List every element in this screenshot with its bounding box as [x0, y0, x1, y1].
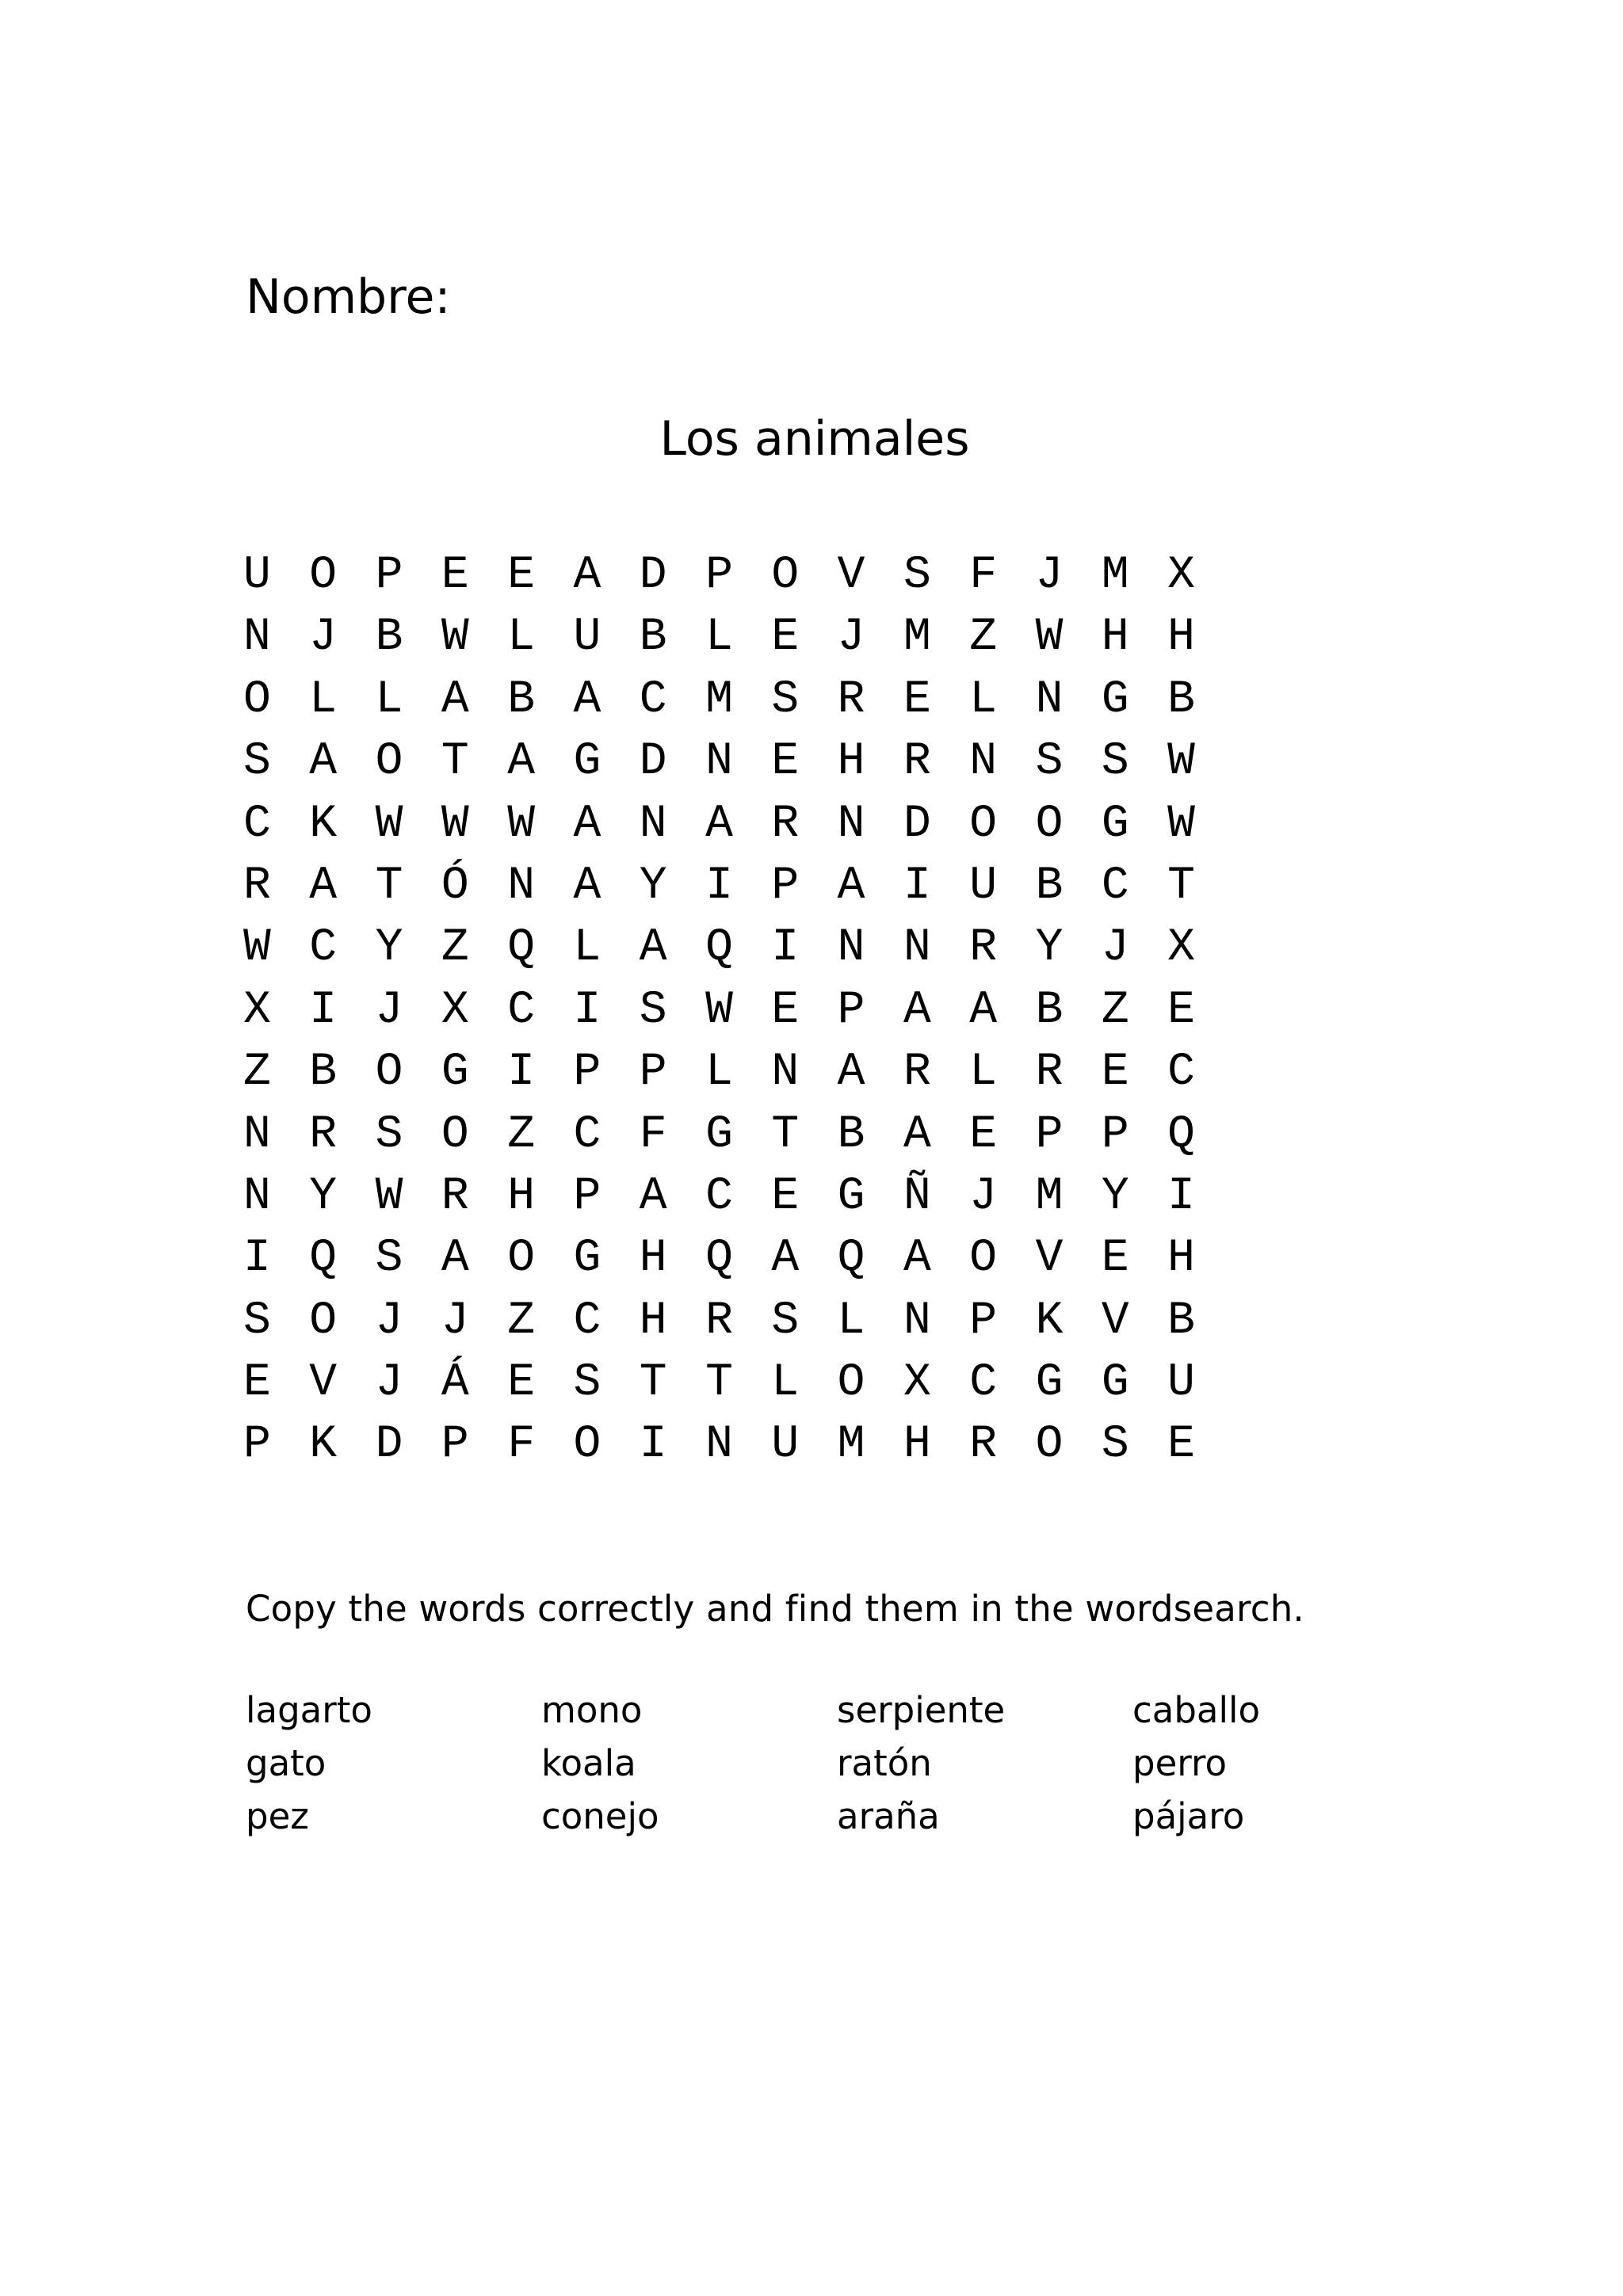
grid-letter: Y — [375, 922, 403, 974]
word-list-item: koala — [541, 1742, 636, 1784]
grid-letter: Q — [309, 1233, 338, 1285]
grid-letter: E — [507, 550, 535, 601]
grid-letter: S — [375, 1108, 403, 1161]
grid-letter: E — [771, 1170, 800, 1222]
grid-letter: I — [903, 860, 931, 912]
grid-letter: G — [573, 736, 601, 788]
grid-letter: S — [1101, 1419, 1129, 1471]
grid-letter: U — [969, 860, 998, 912]
grid-letter: J — [309, 612, 338, 664]
grid-letter: W — [375, 1170, 403, 1222]
grid-letter: E — [771, 612, 800, 664]
grid-letter: Z — [1101, 984, 1129, 1036]
grid-letter: U — [771, 1419, 800, 1471]
grid-letter: S — [573, 1357, 601, 1409]
grid-letter: X — [1167, 550, 1195, 601]
grid-letter: C — [1167, 1047, 1195, 1099]
grid-letter: M — [1101, 550, 1129, 601]
grid-letter: T — [771, 1108, 800, 1161]
grid-letter: I — [507, 1047, 535, 1099]
grid-letter: P — [837, 984, 865, 1036]
grid-letter: K — [309, 798, 338, 850]
grid-letter: E — [969, 1108, 998, 1161]
grid-letter: O — [969, 798, 998, 850]
wordsearch-grid — [243, 545, 1233, 1477]
grid-letter: D — [903, 798, 931, 850]
grid-letter: P — [375, 550, 403, 601]
grid-letter: T — [1167, 860, 1195, 912]
word-list-item: serpiente — [837, 1689, 1006, 1731]
grid-letter: A — [309, 860, 338, 912]
grid-letter: J — [1035, 550, 1064, 601]
grid-letter: B — [1167, 673, 1195, 726]
grid-letter: S — [1035, 736, 1064, 788]
grid-letter: P — [1035, 1108, 1064, 1161]
grid-letter: S — [375, 1233, 403, 1285]
grid-letter: Q — [837, 1233, 865, 1285]
grid-letter: N — [903, 1295, 931, 1347]
word-list-item: ratón — [837, 1742, 932, 1784]
grid-letter: K — [1035, 1295, 1064, 1347]
grid-letter: C — [639, 673, 667, 726]
grid-letter: R — [903, 1047, 931, 1099]
grid-letter: Q — [1167, 1108, 1195, 1161]
grid-letter: P — [1101, 1108, 1129, 1161]
grid-letter: G — [441, 1047, 469, 1099]
grid-letter: J — [375, 984, 403, 1036]
grid-letter: Y — [1101, 1170, 1129, 1222]
grid-letter: A — [969, 984, 998, 1036]
grid-letter: I — [573, 984, 601, 1036]
word-list-item: gato — [246, 1742, 327, 1784]
grid-letter: X — [1167, 922, 1195, 974]
grid-letter: M — [705, 673, 733, 726]
grid-letter: A — [573, 673, 601, 726]
grid-letter: S — [243, 1295, 271, 1347]
word-list-item: caballo — [1132, 1689, 1260, 1731]
grid-letter: H — [1101, 612, 1129, 664]
grid-letter: O — [969, 1233, 998, 1285]
grid-letter: H — [1167, 612, 1195, 664]
grid-letter: R — [771, 798, 800, 850]
grid-letter: B — [1035, 984, 1064, 1036]
grid-letter: I — [771, 922, 800, 974]
grid-letter: L — [771, 1357, 800, 1409]
grid-letter: X — [441, 984, 469, 1036]
grid-letter: S — [639, 984, 667, 1036]
grid-letter: K — [309, 1419, 338, 1471]
grid-letter: A — [639, 1170, 667, 1222]
grid-letter: O — [375, 1047, 403, 1099]
grid-letter: E — [1167, 1419, 1195, 1471]
grid-letter: W — [441, 798, 469, 850]
grid-letter: Y — [1035, 922, 1064, 974]
grid-letter: B — [309, 1047, 338, 1099]
grid-letter: D — [639, 550, 667, 601]
grid-letter: N — [507, 860, 535, 912]
grid-letter: S — [771, 1295, 800, 1347]
grid-letter: P — [441, 1419, 469, 1471]
grid-letter: U — [1167, 1357, 1195, 1409]
grid-letter: O — [507, 1233, 535, 1285]
grid-letter: N — [969, 736, 998, 788]
grid-letter: F — [969, 550, 998, 601]
grid-letter: Z — [969, 612, 998, 664]
grid-letter: D — [375, 1419, 403, 1471]
grid-letter: O — [243, 673, 271, 726]
grid-letter: T — [375, 860, 403, 912]
grid-letter: Z — [507, 1108, 535, 1161]
word-list — [246, 1684, 1428, 1843]
grid-letter: C — [507, 984, 535, 1036]
grid-letter: O — [441, 1108, 469, 1161]
grid-letter: B — [507, 673, 535, 726]
grid-letter: B — [1167, 1295, 1195, 1347]
grid-letter: B — [639, 612, 667, 664]
grid-letter: A — [903, 1233, 931, 1285]
grid-letter: G — [1101, 798, 1129, 850]
word-list-item: pez — [246, 1795, 309, 1837]
grid-letter: O — [1035, 798, 1064, 850]
grid-letter: S — [903, 550, 931, 601]
grid-letter: C — [573, 1108, 601, 1161]
grid-letter: Z — [507, 1295, 535, 1347]
grid-letter: I — [243, 1233, 271, 1285]
grid-letter: N — [837, 798, 865, 850]
grid-letter: E — [1167, 984, 1195, 1036]
grid-letter: A — [441, 1233, 469, 1285]
grid-letter: H — [837, 736, 865, 788]
page-title: Los animales — [659, 411, 970, 467]
grid-letter: L — [375, 673, 403, 726]
grid-letter: E — [441, 550, 469, 601]
grid-letter: L — [837, 1295, 865, 1347]
grid-letter: W — [243, 922, 271, 974]
word-list-item: conejo — [541, 1795, 659, 1837]
grid-letter: O — [309, 550, 338, 601]
grid-letter: A — [837, 860, 865, 912]
grid-letter: P — [573, 1170, 601, 1222]
grid-letter: L — [507, 612, 535, 664]
grid-letter: J — [375, 1295, 403, 1347]
grid-letter: U — [573, 612, 601, 664]
grid-letter: V — [837, 550, 865, 601]
grid-letter: N — [243, 1108, 271, 1161]
grid-letter: E — [771, 736, 800, 788]
grid-letter: Q — [705, 1233, 733, 1285]
grid-letter: G — [837, 1170, 865, 1222]
grid-letter: M — [1035, 1170, 1064, 1222]
grid-letter: I — [1167, 1170, 1195, 1222]
grid-letter: S — [771, 673, 800, 726]
grid-letter: R — [441, 1170, 469, 1222]
grid-letter: G — [1101, 673, 1129, 726]
grid-letter: U — [243, 550, 271, 601]
grid-letter: J — [969, 1170, 998, 1222]
grid-letter: N — [639, 798, 667, 850]
grid-letter: F — [639, 1108, 667, 1161]
grid-letter: E — [507, 1357, 535, 1409]
grid-letter: J — [837, 612, 865, 664]
grid-letter: V — [1101, 1295, 1129, 1347]
grid-letter: H — [1167, 1233, 1195, 1285]
grid-letter: T — [705, 1357, 733, 1409]
grid-letter: V — [309, 1357, 338, 1409]
name-label: Nombre: — [246, 269, 451, 325]
grid-letter: Ñ — [903, 1170, 931, 1222]
grid-letter: A — [639, 922, 667, 974]
grid-letter: P — [573, 1047, 601, 1099]
grid-letter: L — [705, 612, 733, 664]
grid-letter: I — [639, 1419, 667, 1471]
grid-letter: H — [639, 1295, 667, 1347]
grid-letter: R — [705, 1295, 733, 1347]
grid-letter: L — [969, 673, 998, 726]
grid-letter: R — [969, 1419, 998, 1471]
grid-letter: A — [573, 798, 601, 850]
grid-letter: P — [243, 1419, 271, 1471]
grid-letter: A — [573, 550, 601, 601]
grid-letter: N — [243, 1170, 271, 1222]
grid-letter: O — [771, 550, 800, 601]
grid-letter: I — [309, 984, 338, 1036]
grid-letter: P — [705, 550, 733, 601]
grid-letter: R — [1035, 1047, 1064, 1099]
grid-letter: W — [441, 612, 469, 664]
grid-letter: C — [309, 922, 338, 974]
grid-letter: D — [639, 736, 667, 788]
grid-letter: N — [771, 1047, 800, 1099]
grid-letter: J — [1101, 922, 1129, 974]
grid-letter: A — [507, 736, 535, 788]
grid-letter: E — [771, 984, 800, 1036]
grid-letter: O — [309, 1295, 338, 1347]
grid-letter: A — [573, 860, 601, 912]
grid-letter: I — [705, 860, 733, 912]
grid-letter: S — [243, 736, 271, 788]
grid-letter: L — [309, 673, 338, 726]
grid-letter: P — [771, 860, 800, 912]
grid-letter: O — [837, 1357, 865, 1409]
grid-letter: A — [771, 1233, 800, 1285]
grid-letter: M — [837, 1419, 865, 1471]
grid-letter: N — [705, 1419, 733, 1471]
grid-letter: Ó — [441, 860, 469, 912]
grid-letter: R — [969, 922, 998, 974]
grid-letter: B — [1035, 860, 1064, 912]
grid-letter: A — [705, 798, 733, 850]
grid-letter: H — [903, 1419, 931, 1471]
grid-letter: C — [705, 1170, 733, 1222]
grid-letter: F — [507, 1419, 535, 1471]
instructions: Copy the words correctly and find them in the wordsearch. — [246, 1588, 1304, 1630]
grid-letter: G — [705, 1108, 733, 1161]
grid-letter: A — [903, 1108, 931, 1161]
grid-letter: N — [1035, 673, 1064, 726]
grid-letter: J — [375, 1357, 403, 1409]
grid-letter: B — [375, 612, 403, 664]
grid-letter: E — [1101, 1047, 1129, 1099]
grid-letter: N — [243, 612, 271, 664]
grid-letter: Y — [309, 1170, 338, 1222]
grid-letter: Q — [705, 922, 733, 974]
grid-letter: T — [639, 1357, 667, 1409]
grid-letter: W — [1167, 798, 1195, 850]
grid-letter: C — [1101, 860, 1129, 912]
grid-letter: A — [903, 984, 931, 1036]
grid-letter: C — [243, 798, 271, 850]
grid-letter: T — [441, 736, 469, 788]
grid-letter: R — [243, 860, 271, 912]
grid-letter: H — [639, 1233, 667, 1285]
grid-letter: J — [441, 1295, 469, 1347]
grid-letter: O — [573, 1419, 601, 1471]
grid-letter: X — [243, 984, 271, 1036]
grid-letter: L — [705, 1047, 733, 1099]
grid-letter: S — [1101, 736, 1129, 788]
grid-letter: G — [1101, 1357, 1129, 1409]
grid-letter: R — [903, 736, 931, 788]
grid-letter: A — [441, 673, 469, 726]
grid-letter: N — [837, 922, 865, 974]
grid-letter: W — [507, 798, 535, 850]
grid-letter: X — [903, 1357, 931, 1409]
grid-letter: G — [1035, 1357, 1064, 1409]
grid-letter: Y — [639, 860, 667, 912]
word-list-item: pájaro — [1132, 1795, 1245, 1837]
grid-letter: Z — [243, 1047, 271, 1099]
grid-letter: R — [309, 1108, 338, 1161]
grid-letter: M — [903, 612, 931, 664]
grid-letter: E — [1101, 1233, 1129, 1285]
grid-letter: W — [1035, 612, 1064, 664]
grid-letter: Z — [441, 922, 469, 974]
grid-letter: L — [573, 922, 601, 974]
grid-letter: L — [969, 1047, 998, 1099]
word-list-item: lagarto — [246, 1689, 372, 1731]
grid-letter: G — [573, 1233, 601, 1285]
grid-letter: E — [903, 673, 931, 726]
grid-letter: W — [705, 984, 733, 1036]
word-list-item: araña — [837, 1795, 940, 1837]
grid-letter: B — [837, 1108, 865, 1161]
grid-letter: V — [1035, 1233, 1064, 1285]
grid-letter: C — [969, 1357, 998, 1409]
word-list-item: perro — [1132, 1742, 1228, 1784]
word-list-item: mono — [541, 1689, 643, 1731]
grid-letter: N — [903, 922, 931, 974]
grid-letter: W — [1167, 736, 1195, 788]
grid-letter: A — [309, 736, 338, 788]
grid-letter: W — [375, 798, 403, 850]
grid-letter: Á — [441, 1357, 469, 1409]
grid-letter: N — [705, 736, 733, 788]
grid-letter: Q — [507, 922, 535, 974]
grid-letter: P — [639, 1047, 667, 1099]
grid-letter: H — [507, 1170, 535, 1222]
grid-letter: O — [1035, 1419, 1064, 1471]
grid-letter: E — [243, 1357, 271, 1409]
grid-letter: P — [969, 1295, 998, 1347]
grid-letter: R — [837, 673, 865, 726]
grid-letter: A — [837, 1047, 865, 1099]
grid-letter: O — [375, 736, 403, 788]
grid-letter: C — [573, 1295, 601, 1347]
